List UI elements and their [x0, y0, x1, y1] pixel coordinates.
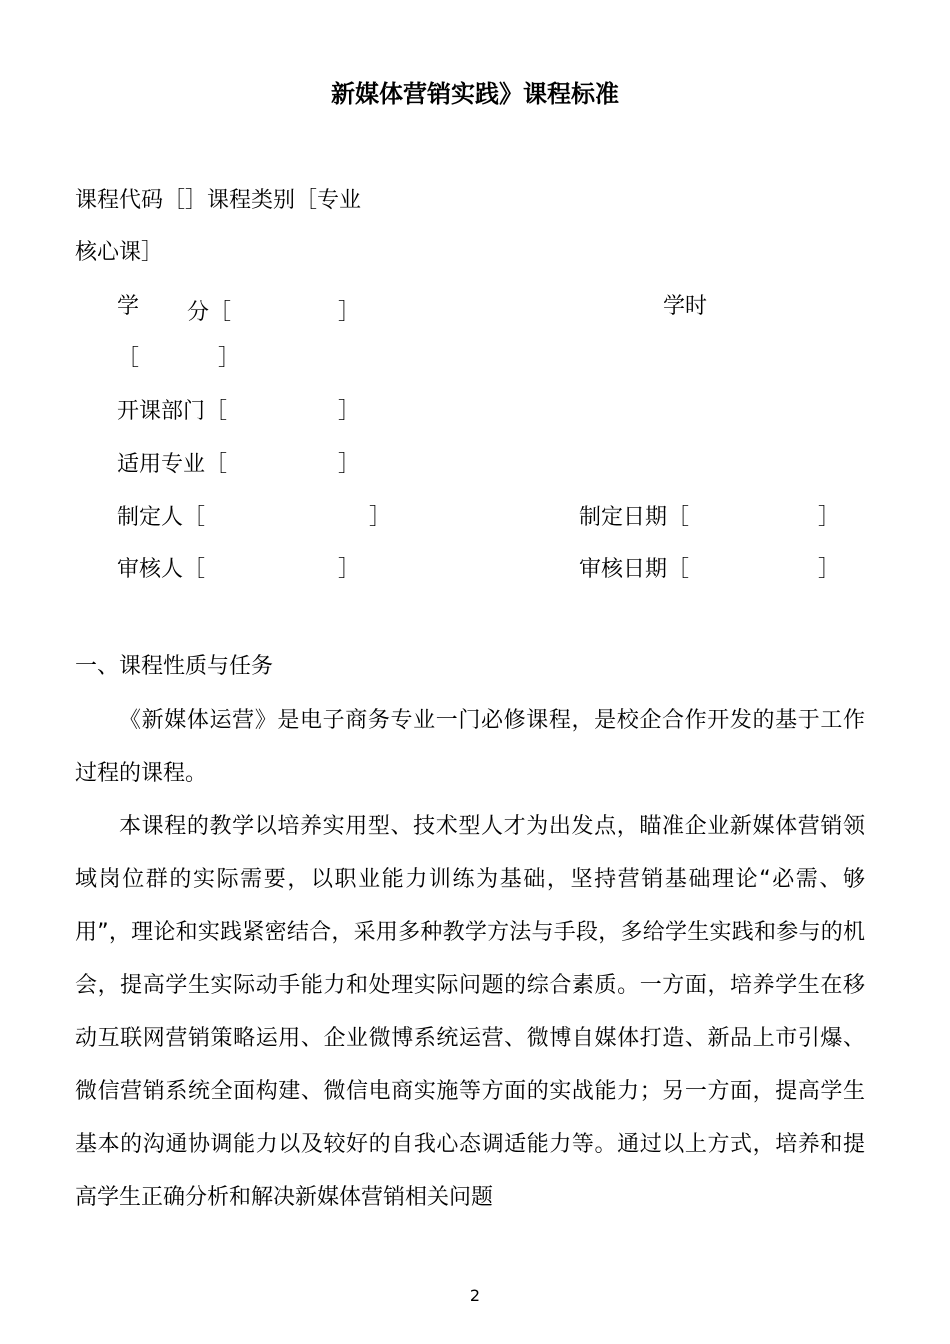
header-line-2: 核心课］	[75, 240, 164, 265]
header-line-1: 课程代码［］课程类别［专业	[75, 188, 362, 213]
credit-label-char2: 分［	[187, 300, 232, 325]
reviewer-close-bracket: ］	[338, 557, 361, 582]
maker-label: 制定人［	[117, 505, 206, 530]
body-paragraph-1: 《新媒体运营》是电子商务专业一门必修课程，是校企合作开发的基于工作过程的课程。	[75, 708, 865, 786]
hours-close-bracket: ］	[218, 346, 241, 371]
make-date-label: 制定日期［	[579, 505, 690, 530]
section-heading: 一、课程性质与任务	[75, 654, 274, 679]
review-date-label: 审核日期［	[579, 557, 690, 582]
hours-label: 学时	[663, 294, 708, 319]
credit-label-char1: 学	[117, 294, 140, 319]
dept-close-bracket: ］	[338, 399, 361, 424]
document-title: 新媒体营销实践》课程标准	[331, 80, 619, 108]
major-close-bracket: ］	[338, 452, 361, 477]
body-paragraph-2: 本课程的教学以培养实用型、技术型人才为出发点，瞄准企业新媒体营销领域岗位群的实际需要，以职业能力训练为基础，坚持营销基础理论“必需、够用”，理论和实践紧密结合，采用多种教学方法与手段，多给学生实践和参与的机会，提高学生实际动手能力和处理实际问题的综合素质。一方面，培养学生在移动互联网营销策略运用、企业微博系统运营、微博自媒体打造、新品上市引爆、微信营销系统全面构建、微信电商实施等方面的实战能力；另一方面，提高学生基本的沟通协调能力以及较好的自我心态调适能力等。通过以上方式，培养和提高学生正确分析和解决新媒体营销相关问题	[75, 814, 865, 1210]
review-date-close-bracket: ］	[818, 557, 841, 582]
major-label: 适用专业［	[117, 452, 228, 477]
page-number: 2	[469, 1286, 481, 1305]
dept-label: 开课部门［	[117, 399, 228, 424]
hours-open-bracket: ［	[117, 346, 140, 371]
maker-close-bracket: ］	[369, 505, 392, 530]
credit-close-bracket: ］	[338, 300, 361, 325]
make-date-close-bracket: ］	[818, 505, 841, 530]
reviewer-label: 审核人［	[117, 557, 206, 582]
